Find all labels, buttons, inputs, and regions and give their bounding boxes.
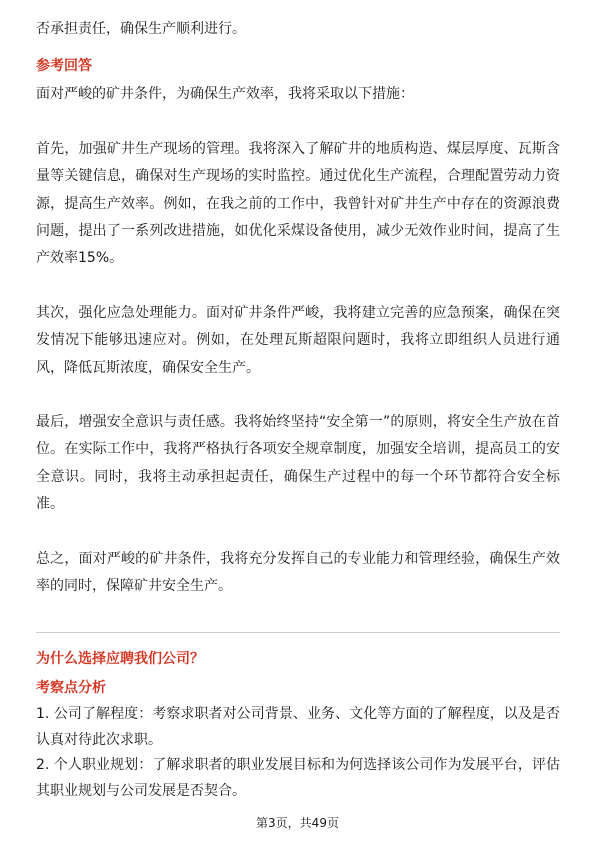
paragraph-gap — [36, 109, 560, 136]
paragraph-gap — [36, 519, 560, 546]
answer-paragraph-4: 总之，面对严峻的矿井条件，我将充分发挥自己的专业能力和管理经验，确保生产效率的同时，保障矿井安全生产。 — [36, 550, 560, 595]
reference-answer-heading: 参考回答 — [36, 58, 92, 75]
section-divider — [36, 632, 560, 633]
answer-intro: 面对严峻的矿井条件，为确保生产效率，我将采取以下措施： — [36, 86, 414, 103]
paragraph-gap — [36, 273, 560, 300]
question-title: 为什么选择应聘我们公司？ — [36, 651, 204, 667]
answer-paragraph-2: 其次，强化应急处理能力。面对矿井条件严峻，我将建立完善的应急预案，确保在突发情况下能够迅速应对。例如，在处理瓦斯超限问题时，我将立即组织人员进行通风，降低瓦斯浓度，确保安全生产。 — [36, 304, 560, 376]
answer-paragraph-3: 最后，增强安全意识与责任感。我将始终坚持“安全第一”的原则，将安全生产放在首位。在实际工作中，我将严格执行各项安全规章制度，加强安全培训，提高员工的安全意识。同时，我将主动承担起责任，确保生产过程中的每一个环节都符合安全标准。 — [36, 414, 560, 513]
reference-answer-section — [36, 16, 560, 601]
analysis-point-1: 1. 公司了解程度：考察求职者对公司背景、业务、文化等方面的了解程度，以及是否认真对待此次求职。 — [36, 706, 560, 748]
answer-paragraph-1: 首先，加强矿井生产现场的管理。我将深入了解矿井的地质构造、煤层厚度、瓦斯含量等关键信息，确保对生产现场的实时监控。通过优化生产流程，合理配置劳动力资源，提高生产效率。例如，在我之前的工作中，我曾针对矿井生产中存在的资源浪费问题，提出了一系列改进措施，如优化采煤设备使用，减少无效作业时间，提高了生产效率15%。 — [36, 140, 560, 267]
paragraph-gap — [36, 382, 560, 409]
next-question-section — [36, 646, 560, 804]
analysis-heading: 考察点分析 — [36, 680, 106, 696]
previous-answer-fragment: 否承担责任，确保生产顺利进行。 — [36, 21, 246, 37]
page-number: 第3页，共49页 — [256, 816, 339, 830]
analysis-point-2: 2. 个人职业规划：了解求职者的职业发展目标和为何选择该公司作为发展平台，评估其职业规划与公司发展是否契合。 — [36, 757, 560, 799]
